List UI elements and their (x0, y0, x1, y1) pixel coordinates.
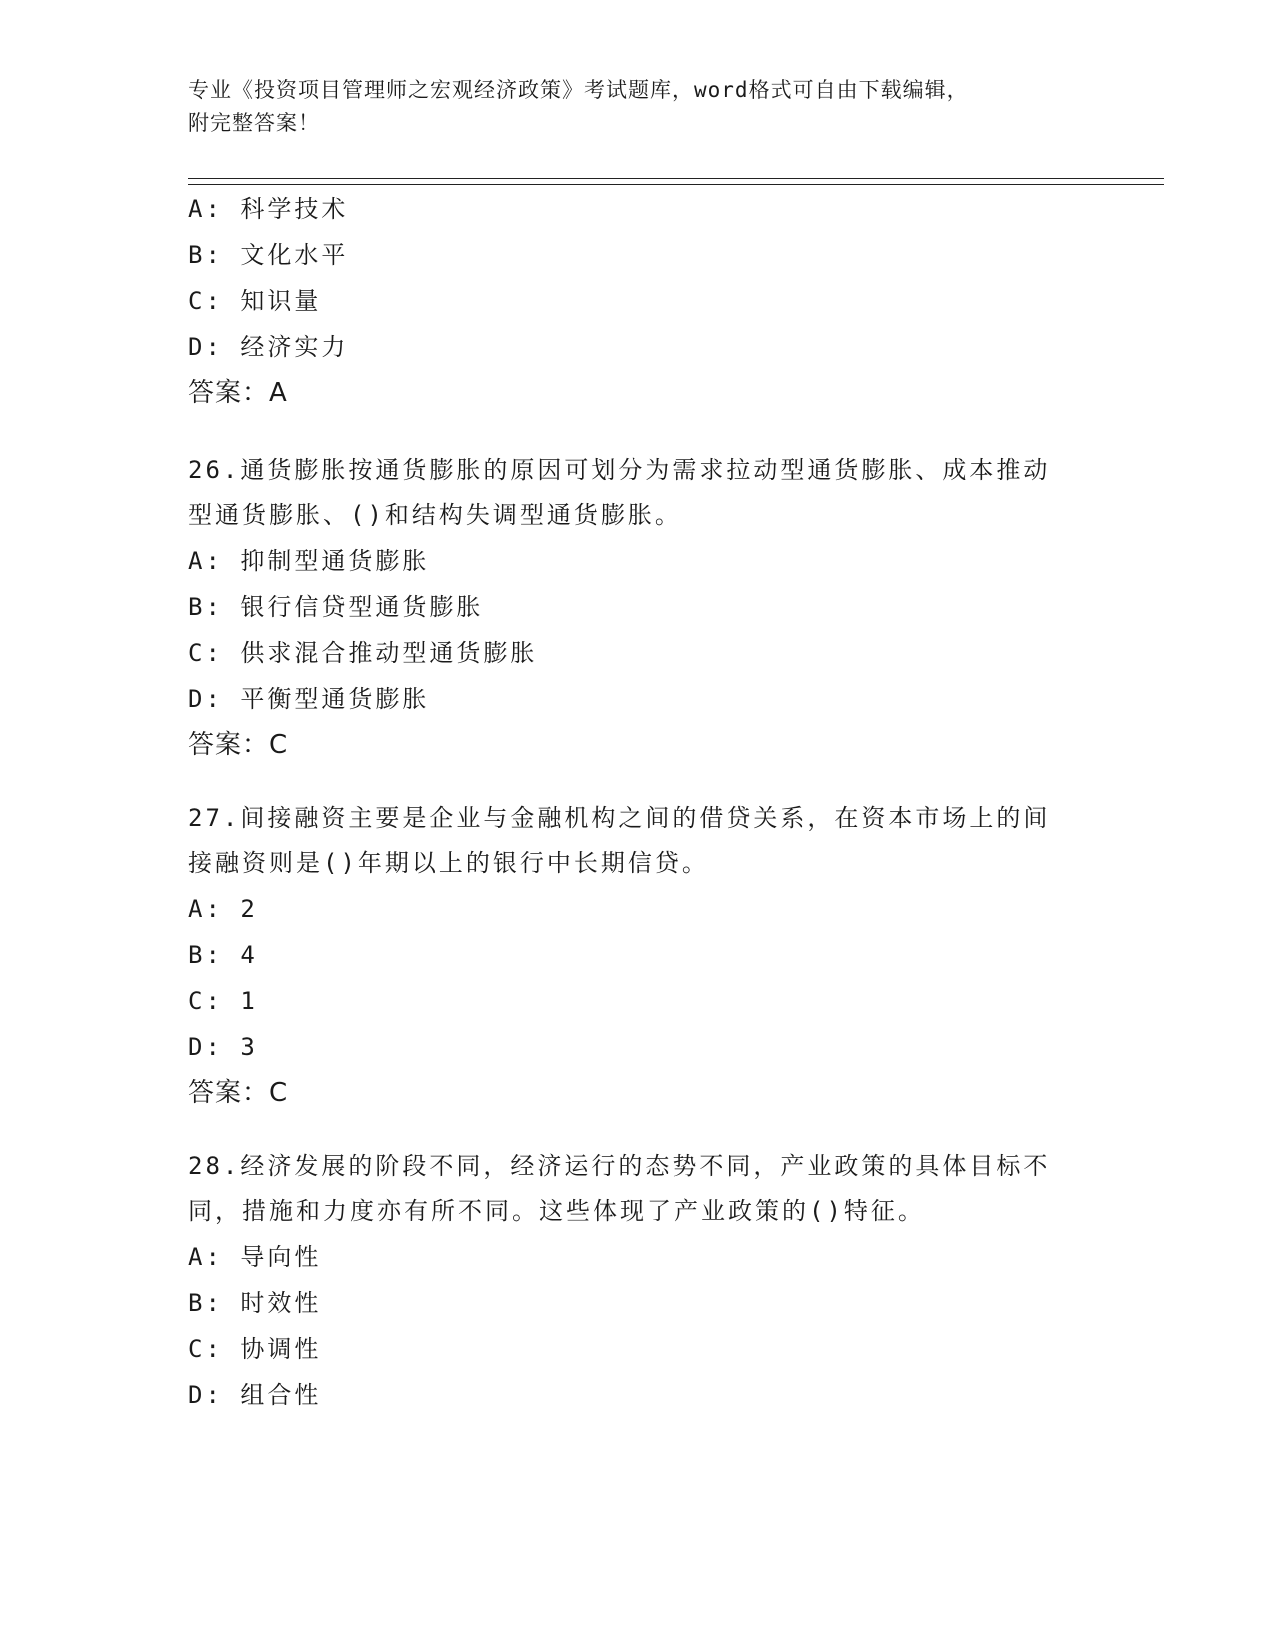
option-c: C: 供求混合推动型通货膨胀 (188, 639, 538, 667)
header-line-2: 附完整答案！ (188, 111, 320, 135)
question-text: 27.间接融资主要是企业与金融机构之间的借贷关系，在资本市场上的间接融资则是()年期以上的银行中长期信贷。 (188, 804, 1051, 877)
option-a: A: 2 (188, 895, 258, 923)
option-b: B: 文化水平 (188, 241, 349, 269)
option-d: D: 3 (188, 1033, 258, 1061)
option-b: B: 4 (188, 941, 258, 969)
option-c: C: 1 (188, 987, 258, 1015)
option-b: B: 时效性 (188, 1289, 322, 1317)
option-a: A: 科学技术 (188, 195, 349, 223)
option-a: A: 抑制型通货膨胀 (188, 547, 430, 575)
header-divider-bottom (188, 184, 1164, 185)
option-c: C: 协调性 (188, 1335, 322, 1363)
question-text: 26.通货膨胀按通货膨胀的原因可划分为需求拉动型通货膨胀、成本推动型通货膨胀、()和结构失调型通货膨胀。 (188, 456, 1051, 529)
option-b: B: 银行信贷型通货膨胀 (188, 593, 484, 621)
answer-line: 答案：C (188, 1078, 289, 1108)
option-d: D: 组合性 (188, 1381, 322, 1409)
question-25 (188, 186, 1088, 416)
question-27 (188, 796, 1088, 1116)
question-28 (188, 1144, 1088, 1418)
answer-line: 答案：C (188, 730, 289, 760)
option-d: D: 经济实力 (188, 333, 349, 361)
header-divider-top (188, 178, 1164, 179)
document-header (188, 74, 1088, 140)
question-text: 28.经济发展的阶段不同，经济运行的态势不同，产业政策的具体目标不同，措施和力度亦有所不同。这些体现了产业政策的()特征。 (188, 1152, 1051, 1225)
answer-line: 答案：A (188, 378, 288, 408)
question-26 (188, 448, 1088, 768)
header-line-1: 专业《投资项目管理师之宏观经济政策》考试题库，word格式可自由下载编辑， (188, 78, 969, 102)
option-c: C: 知识量 (188, 287, 322, 315)
option-d: D: 平衡型通货膨胀 (188, 685, 430, 713)
option-a: A: 导向性 (188, 1243, 322, 1271)
